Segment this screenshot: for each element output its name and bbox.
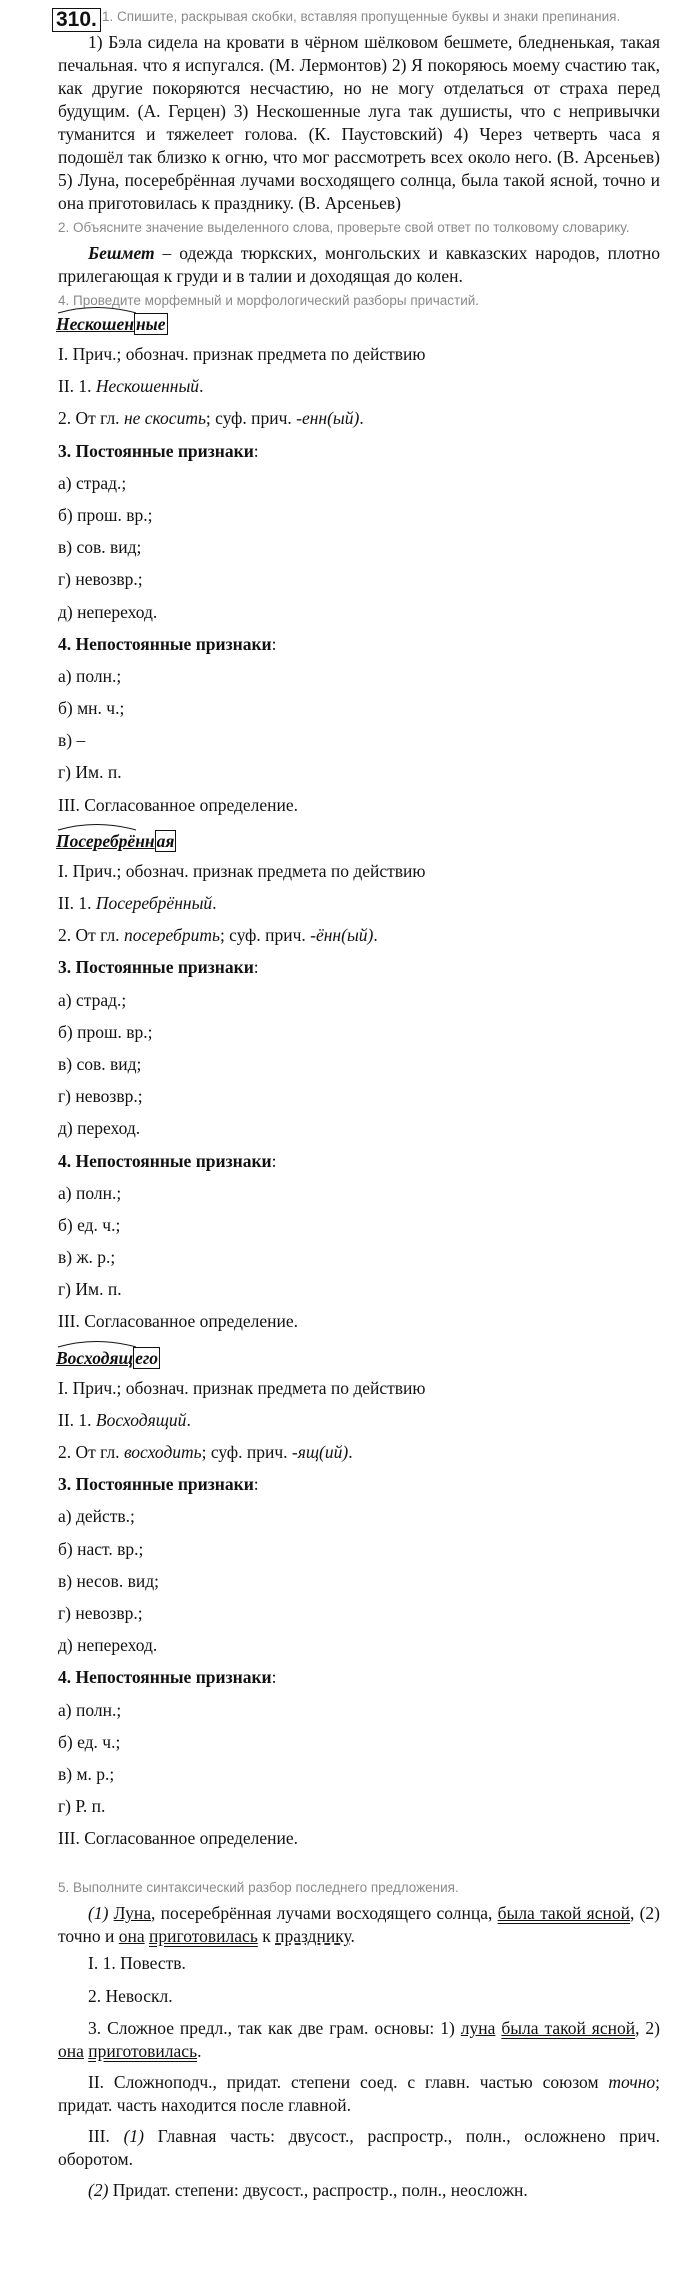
analysis-line [58, 1602, 660, 1624]
line-b: 3. Постоянные признаки [58, 440, 254, 461]
analysis-line [58, 1570, 660, 1592]
morpheme-arc-icon [56, 821, 156, 831]
analysis-line [58, 665, 660, 687]
line-t: в) м. р.; [58, 1763, 115, 1784]
analysis-line [58, 504, 660, 526]
line-t: I. Прич.; обознач. признак предмета по действию [58, 860, 426, 881]
analysis-line-2: 2. Невоскл. [88, 1985, 173, 2006]
task-5-instruction: 5. Выполните синтаксический разбор последнего предложения. [58, 1880, 459, 1896]
line-t: в) несов. вид; [58, 1570, 159, 1591]
analysis-line [58, 1310, 660, 1332]
analysis-line [58, 1021, 660, 1043]
line-t: III. Согласованное определение. [58, 1828, 299, 1849]
line-i: не скосить [123, 408, 206, 429]
line-t: а) полн.; [58, 1182, 122, 1203]
line-i: посеребрить [123, 925, 220, 946]
line-e: : [271, 633, 277, 654]
subject-1: Луна [113, 1903, 151, 1924]
exercise-number: 310. [52, 8, 101, 32]
analysis-line [58, 1278, 660, 1300]
line-i: Восходящий [95, 1409, 187, 1430]
analysis-line [58, 1699, 660, 1721]
sentence-middle: , посеребрённая лучами восходящего солнца, [150, 1903, 498, 1924]
analysis-line [58, 729, 660, 751]
participle-ending: ные [135, 314, 166, 334]
analysis-line [58, 601, 660, 623]
analysis-line [58, 1182, 660, 1204]
analysis-4-text: II. Сложноподч., придат. степени соед. с главн. частью союзом [88, 2071, 609, 2092]
line-t: б) мн. ч.; [58, 698, 125, 719]
analysis-line [58, 1377, 660, 1399]
participle-ending: ая [156, 830, 175, 851]
analysis-line [58, 407, 660, 429]
analysis-line [58, 1214, 660, 1236]
line-t: в) ж. р.; [58, 1247, 116, 1268]
line-t: г) невозвр.; [58, 1086, 143, 1107]
analysis-line [58, 989, 660, 1011]
analysis-line [58, 1763, 660, 1785]
line-t: д) непереход. [58, 601, 158, 622]
definition-text: – одежда тюркских, монгольских и кавказских народов, плотно прилегающая к груди и в талии и доходящая до колен. [58, 243, 660, 286]
participle-stem: Восходящ [56, 1347, 134, 1368]
definition-word: Бешмет [88, 243, 155, 263]
analysis-line [58, 343, 660, 365]
line-t: I. Прич.; обознач. признак предмета по действию [58, 1377, 426, 1398]
predicate-1: была такой ясной [497, 1903, 630, 1924]
line-t: г) Им. п. [58, 762, 122, 783]
analysis-line [58, 1666, 660, 1688]
analysis-line [58, 568, 660, 590]
analysis-5-part: (1) [123, 2125, 144, 2146]
analysis-6-text: Придат. степени: двусост., распростр., полн., неосложн. [108, 2179, 528, 2200]
object: празднику [275, 1926, 351, 1947]
line-b: 3. Постоянные признаки [58, 1474, 254, 1495]
analysis-line [58, 440, 660, 462]
analysis-line [58, 924, 660, 946]
line-m: ; суф. прич. [219, 925, 311, 946]
line-e: . [373, 925, 378, 946]
analysis-3-end: . [197, 2040, 202, 2061]
line-t: д) переход. [58, 1118, 141, 1139]
line-e: . [186, 1409, 191, 1430]
line-t: б) прош. вр.; [58, 1021, 153, 1042]
line-e: : [271, 1150, 277, 1171]
line-t: б) ед. ч.; [58, 1214, 121, 1235]
participle-stem: Нескошен [56, 314, 134, 334]
line-i2: -ящ(ий) [291, 1442, 349, 1462]
preposition: к [257, 1926, 276, 1947]
analysis-5-num: III. [88, 2125, 124, 2146]
line-t: 2. От гл. [58, 408, 124, 429]
line-i: Посеребрённый [95, 893, 213, 913]
line-t: 2. От гл. [58, 925, 124, 946]
analysis-line [58, 1538, 660, 1560]
line-t: г) невозвр.; [58, 569, 143, 590]
analysis-line-4 [58, 2071, 660, 2117]
line-t: а) полн.; [58, 665, 122, 686]
analysis-line [58, 1117, 660, 1139]
line-e: . [348, 1442, 353, 1462]
text-paragraph: 1) Бэла сидела на кровати в чёрном шёлковом бешмете, бледненькая, такая печальная. что я испугался. (М. Лермонтов) 2) Я покоряюсь моему счастию так, как другие покоряются несчастию, но не могу отделаться от страха перед будущим. (А. Герцен) 3) Нескошенные луга так душисты, что с непривычки туманится и тяжелеет голова. (К. Паустовский) 4) Через четверть часа я подошёл так близко к огню, что мог рассмотреть всех около него. (В. Арсеньев) 5) Луна, посеребрённая лучами восходящего солнца, была такой ясной, точно и она приготовилась к празднику. (В. Арсеньев) [58, 32, 660, 213]
analysis-line [58, 375, 660, 397]
line-i: Нескошенный [95, 376, 200, 397]
participle-word-1 [56, 313, 168, 335]
analysis-line-5 [58, 2125, 660, 2171]
task-1-instruction: 1. Спишите, раскрывая скобки, вставляя пропущенные буквы и знаки препинания. [102, 9, 621, 24]
task-1-row [56, 8, 660, 31]
participle-analyses [58, 309, 660, 1849]
participle-word-3 [56, 1347, 160, 1369]
analysis-line [58, 697, 660, 719]
analysis-predicate-1: была такой ясной [501, 2017, 636, 2038]
line-t: 2. От гл. [58, 1442, 124, 1462]
line-t: а) полн.; [58, 1699, 122, 1720]
analysis-line [58, 1634, 660, 1656]
line-t: б) ед. ч.; [58, 1731, 121, 1752]
line-b: 4. Непостоянные признаки [58, 1667, 272, 1688]
participle-word-2 [56, 830, 176, 852]
line-t: III. Согласованное определение. [58, 794, 299, 815]
line-e: : [253, 440, 259, 461]
line-t: в) – [58, 730, 86, 751]
participle-ending: его [135, 1347, 159, 1368]
analysis-line [58, 633, 660, 655]
analysis-line [58, 1505, 660, 1527]
analysis-line [58, 1731, 660, 1753]
line-t: II. 1. [58, 376, 96, 397]
line-i2: -ённ(ый) [310, 925, 374, 946]
line-e: : [253, 957, 259, 978]
participle-stem: Посеребрённ [56, 830, 155, 851]
task-4-instruction: 4. Проведите морфемный и морфологический разборы причастий. [58, 293, 480, 308]
part-number-2: , (2) точно и [58, 1903, 660, 1947]
line-t: в) сов. вид; [58, 537, 142, 558]
analysis-line [58, 761, 660, 783]
line-t: б) наст. вр.; [58, 1538, 144, 1559]
line-t: д) непереход. [58, 1635, 158, 1656]
morpheme-arc-icon [56, 1338, 156, 1348]
line-e: . [199, 376, 204, 397]
subject-2: она [118, 1926, 145, 1947]
line-m: ; суф. прич. [205, 408, 297, 429]
predicate-2: приготовилась [149, 1926, 258, 1947]
analysis-line [58, 1085, 660, 1107]
analysis-line [58, 536, 660, 558]
analysis-line-3 [58, 2017, 660, 2063]
line-i: восходить [123, 1442, 202, 1462]
syntax-sentence [58, 1902, 660, 1948]
analysis-5-text: Главная часть: двусост., распростр., полн., осложнено прич. оборотом. [58, 2125, 660, 2169]
line-i2: -енн(ый) [296, 408, 360, 429]
analysis-predicate-2: приготовилась [88, 2040, 198, 2061]
analysis-line [58, 1409, 660, 1431]
line-t: в) сов. вид; [58, 1053, 142, 1074]
analysis-3-mid: , 2) [635, 2017, 660, 2038]
analysis-line [58, 794, 660, 816]
line-b: 3. Постоянные признаки [58, 957, 254, 978]
line-t: I. Прич.; обознач. признак предмета по действию [58, 344, 426, 364]
morpheme-arc-icon [56, 304, 156, 314]
line-e: . [359, 408, 364, 429]
analysis-subject-1: луна [460, 2017, 496, 2038]
analysis-line [58, 1827, 660, 1849]
line-t: II. 1. [58, 893, 96, 913]
analysis-subject-2: она [58, 2040, 84, 2061]
line-b: 4. Непостоянные признаки [58, 1150, 272, 1171]
line-t: г) Р. п. [58, 1796, 106, 1817]
line-t: а) страд.; [58, 989, 127, 1010]
line-b: 4. Непостоянные признаки [58, 633, 272, 654]
analysis-line-6 [58, 2179, 660, 2202]
analysis-line [58, 860, 660, 882]
line-e: . [212, 893, 217, 913]
analysis-line-1: I. 1. Повеств. [88, 1953, 186, 1974]
line-e: : [253, 1474, 259, 1495]
analysis-3-text: 3. Сложное предл., так как две грам. основы: 1) [88, 2017, 461, 2038]
analysis-line [58, 1473, 660, 1495]
line-t: б) прош. вр.; [58, 504, 153, 525]
analysis-line [58, 1053, 660, 1075]
analysis-line [58, 1246, 660, 1268]
line-e: : [271, 1667, 277, 1688]
analysis-6-part: (2) [88, 2179, 109, 2200]
sentence-end: . [350, 1926, 355, 1947]
analysis-line [58, 1150, 660, 1172]
line-m: ; суф. прич. [201, 1442, 292, 1462]
analysis-line [58, 472, 660, 494]
analysis-4-end: ; придат. часть находится после главной. [58, 2071, 660, 2115]
task-2-instruction: 2. Объясните значение выделенного слова, проверьте свой ответ по толковому словарику. [58, 220, 630, 235]
definition [58, 242, 660, 288]
line-t: III. Согласованное определение. [58, 1311, 299, 1332]
analysis-line [58, 956, 660, 978]
analysis-line [58, 1441, 660, 1463]
analysis-line [58, 1795, 660, 1817]
line-t: II. 1. [58, 1409, 96, 1430]
line-t: а) страд.; [58, 472, 127, 493]
line-t: а) действ.; [58, 1506, 135, 1527]
line-t: г) Им. п. [58, 1279, 122, 1300]
part-number-1: (1) [88, 1903, 114, 1924]
analysis-line [58, 892, 660, 914]
analysis-conjunction: точно [608, 2071, 656, 2092]
line-t: г) невозвр.; [58, 1602, 143, 1623]
